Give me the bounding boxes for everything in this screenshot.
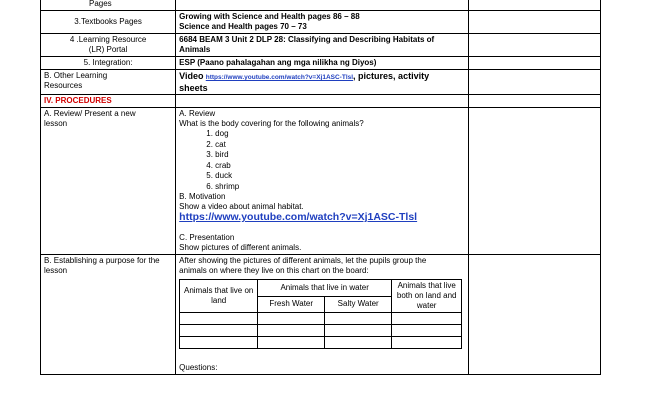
pages-value-cell [176, 0, 469, 11]
chart-header-fresh: Fresh Water [258, 296, 325, 313]
row-lr-portal [41, 34, 601, 57]
chart-header-land: Animals that live on land [180, 280, 258, 313]
purpose-text-2: animals on where they live on this chart on the board: [179, 266, 369, 275]
row-review [41, 108, 601, 255]
lr-label-cell [41, 34, 176, 57]
review-content-cell [176, 108, 469, 255]
row-purpose [41, 255, 601, 375]
lr-value-cell [176, 34, 469, 57]
chart-cell[interactable] [325, 337, 392, 349]
list-item: 1. dog [215, 129, 465, 140]
other-extra-cell [468, 70, 600, 95]
pages-label: Pages [89, 0, 112, 8]
questions-label: Questions: [179, 363, 218, 372]
review-question: What is the body covering for the following animals? [179, 119, 364, 128]
integration-label-cell [41, 57, 176, 70]
chart-header-salty: Salty Water [325, 296, 392, 313]
lesson-plan-table [40, 0, 601, 375]
list-item: 5. duck [215, 171, 465, 182]
habitat-chart [179, 279, 462, 349]
procedures-label: IV. PROCEDURES [44, 96, 112, 105]
purpose-extra-cell [468, 255, 600, 375]
review-extra-cell [468, 108, 600, 255]
row-pages [41, 0, 601, 11]
other-label-cell [41, 70, 176, 95]
list-item: 4. crab [215, 161, 465, 172]
chart-cell[interactable] [325, 325, 392, 337]
chart-header-both: Animals that live both on land and water [392, 280, 462, 313]
pages-label-cell [41, 0, 176, 11]
table-row [180, 337, 462, 349]
review-heading: A. Review [179, 109, 216, 118]
integration-extra-cell [468, 57, 600, 70]
purpose-text-1: After showing the pictures of different animals, let the pupils group the [179, 256, 427, 265]
review-label-cell [41, 108, 176, 255]
presentation-text: Show pictures of different animals. [179, 243, 302, 252]
chart-cell[interactable] [180, 313, 258, 325]
textbook-label-cell [41, 11, 176, 34]
presentation-heading: C. Presentation [179, 233, 235, 242]
motivation-text: Show a video about animal habitat. [179, 202, 304, 211]
other-label-1: B. Other Learning [44, 71, 108, 80]
other-value-cell [176, 70, 469, 95]
motivation-heading: B. Motivation [179, 192, 226, 201]
textbook-value-1: Growing with Science and Health pages 86 – 88 [179, 12, 360, 21]
other-label-2: Resources [44, 81, 83, 90]
integration-value-cell [176, 57, 469, 70]
other-rest-2: sheets [179, 83, 208, 93]
lr-label-1: 4 .Learning Resource [69, 35, 147, 44]
textbook-value-cell [176, 11, 469, 34]
textbook-label: 3.Textbooks Pages [74, 17, 142, 26]
textbook-extra-cell [468, 11, 600, 34]
chart-cell[interactable] [392, 313, 462, 325]
integration-value: ESP (Paano pahalagahan ang mga nilikha ng Diyos) [179, 58, 377, 67]
list-item: 6. shrimp [215, 182, 465, 193]
review-label-1: A. Review/ Present a new [44, 109, 136, 118]
other-video-word: Video [179, 71, 204, 81]
row-procedures [41, 95, 601, 108]
chart-cell[interactable] [180, 325, 258, 337]
motivation-link[interactable]: https://www.youtube.com/watch?v=Xj1ASC-Tlsl [179, 211, 418, 223]
chart-cell[interactable] [258, 337, 325, 349]
lr-extra-cell [468, 34, 600, 57]
chart-cell[interactable] [325, 313, 392, 325]
chart-cell[interactable] [392, 337, 462, 349]
row-other-resources [41, 70, 601, 95]
table-row [180, 325, 462, 337]
procedures-extra-cell [468, 95, 600, 108]
purpose-label-cell [41, 255, 176, 375]
procedures-value-cell [176, 95, 469, 108]
lr-label-2: (LR) Portal [88, 45, 128, 54]
animal-list [179, 129, 465, 192]
list-item: 2. cat [215, 140, 465, 151]
pages-extra-cell [468, 0, 600, 11]
other-video-link[interactable]: https://www.youtube.com/watch?v=Xj1ASC-Tlsl [205, 74, 354, 81]
row-textbooks [41, 11, 601, 34]
list-item: 3. bird [215, 150, 465, 161]
purpose-label-2: lesson [44, 266, 68, 275]
integration-label: 5. Integration: [83, 58, 133, 67]
purpose-content-cell [176, 255, 469, 375]
lr-value: 6684 BEAM 3 Unit 2 DLP 28: Classifying and Describing Habitats of Animals [179, 35, 435, 54]
chart-cell[interactable] [258, 325, 325, 337]
review-label-2: lesson [44, 119, 68, 128]
textbook-value-2: Science and Health pages 70 – 73 [179, 22, 307, 31]
procedures-label-cell [41, 95, 176, 108]
chart-cell[interactable] [392, 325, 462, 337]
row-integration [41, 57, 601, 70]
purpose-label-1: B. Establishing a purpose for the [44, 256, 160, 265]
other-rest-1: , pictures, activity [353, 71, 430, 81]
table-row [180, 313, 462, 325]
chart-cell[interactable] [258, 313, 325, 325]
chart-cell[interactable] [180, 337, 258, 349]
chart-header-water: Animals that live in water [258, 280, 392, 297]
